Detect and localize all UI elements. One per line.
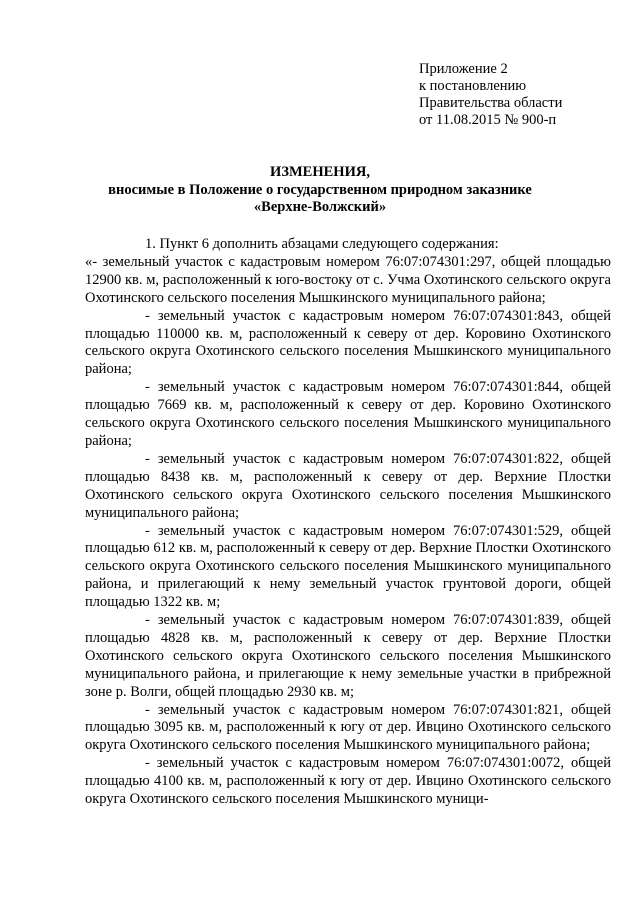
heading-subtitle: вносимые в Положение о государственном природном заказнике xyxy=(108,181,532,198)
list-item: - земельный участок с кадастровым номером 76:07:074301:843, общей площадью 110000 кв. м, расположенный к северу от дер. Коровино Охотинского сельского округа Охотинского сельского поселения Мышкинского муниципального района; xyxy=(85,307,611,378)
list-item: - земельный участок с кадастровым номером 76:07:074301:821, общей площадью 3095 кв. м, расположенный к югу от дер. Ивцино Охотинского сельского округа Охотинского сельского поселения Мышкинского муниципального района; xyxy=(85,701,611,754)
list-item: - земельный участок с кадастровым номером 76:07:074301:529, общей площадью 612 кв. м, расположенный к северу от дер. Верхние Плостки Охотинского сельского округа Охотинского сельского поселения Мышкинского муниципального района, и прилегающий к нему земельный участок грунтовой дороги, общей площадью 1322 кв. м; xyxy=(85,522,611,611)
intro-paragraph: 1. Пункт 6 дополнить абзацами следующего содержания: xyxy=(145,236,499,252)
document-body xyxy=(85,236,611,809)
list-item: - земельный участок с кадастровым номером 76:07:074301:0072, общей площадью 4100 кв. м, расположенный к югу от дер. Ивцино Охотинского сельского округа Охотинского сельского поселения Мышкинского муници- xyxy=(85,755,611,808)
appendix-line: Правительства области xyxy=(419,95,563,111)
appendix-line: от 11.08.2015 № 900-п xyxy=(419,112,557,128)
appendix-line: к постановлению xyxy=(419,78,527,94)
document-heading xyxy=(0,164,640,217)
appendix-block xyxy=(419,61,562,129)
heading-title: ИЗМЕНЕНИЯ, xyxy=(270,164,370,180)
list-item: - земельный участок с кадастровым номером 76:07:074301:844, общей площадью 7669 кв. м, расположенный к северу от дер. Коровино Охотинского сельского округа Охотинского сельского поселения Мышкинского муниципального района; xyxy=(85,379,611,449)
list-item: - земельный участок с кадастровым номером 76:07:074301:839, общей площадью 4828 кв. м, расположенный к северу от дер. Верхние Плостки Охотинского сельского округа Охотинского сельского поселения Мышкинского муниципального района, и прилегающие к нему земельные участки в прибрежной зоне р. Волги, общей площадью 2930 кв. м; xyxy=(85,612,611,700)
heading-subtitle-name: «Верхне-Волжский» xyxy=(253,199,387,215)
list-item: - земельный участок с кадастровым номером 76:07:074301:822, общей площадью 8438 кв. м, расположенный к северу от дер. Верхние Плостки Охотинского сельского округа Охотинского сельского поселения Мышкинского муниципального района; xyxy=(85,450,611,521)
list-item: «- земельный участок с кадастровым номером 76:07:074301:297, общей площадью 12900 кв. м, расположенный к юго-востоку от с. Учма Охотинского сельского округа Охотинского сельского поселения Мышкинского муниципального района; xyxy=(85,253,611,306)
appendix-line: Приложение 2 xyxy=(419,61,508,77)
